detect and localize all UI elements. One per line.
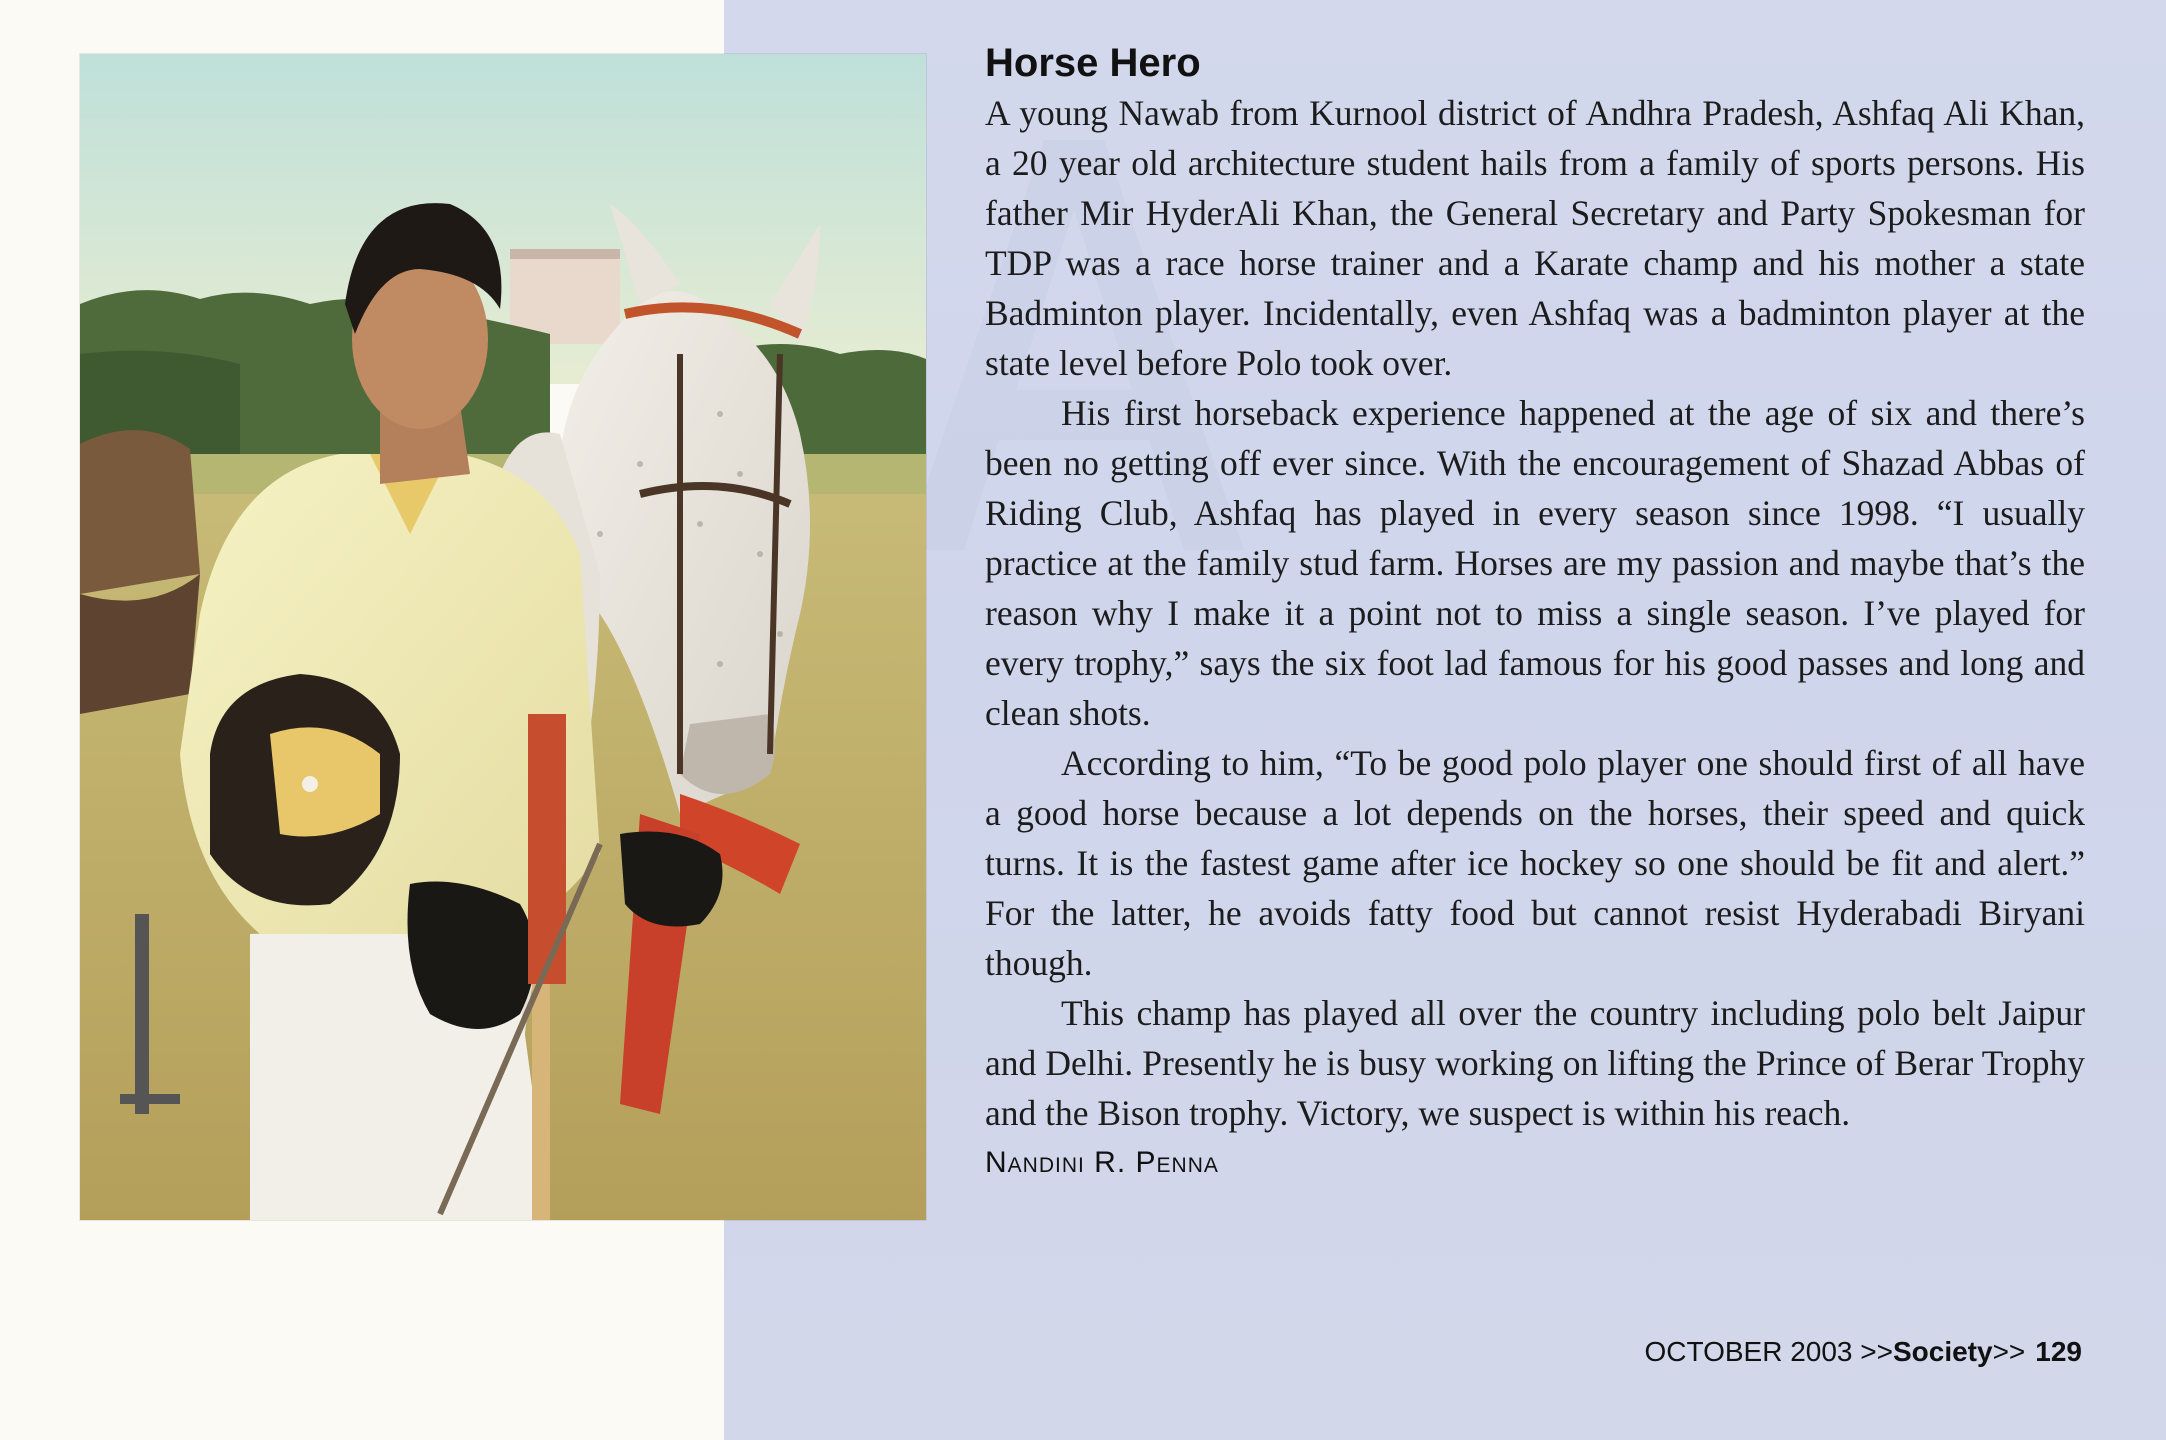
footer-section-name: Society xyxy=(1892,1336,1993,1367)
page-footer xyxy=(1644,1336,2082,1368)
article-photo xyxy=(80,54,926,1220)
article-paragraph: This champ has played all over the country including polo belt Jaipur and Delhi. Presently he is busy working on lifting the Prince of Berar Trophy and the Bison trophy. Victory, we suspect is within his reach. xyxy=(985,993,2085,1133)
author-byline: Nandini R. Penna xyxy=(985,1146,1219,1179)
article-body xyxy=(985,88,2085,1138)
footer-date: OCTOBER 2003 >> xyxy=(1644,1336,1893,1367)
article-paragraph: According to him, “To be good polo player one should first of all have a good horse because a lot depends on the horses, their speed and quick turns. It is the fastest game after ice hockey so one should be fit and alert.” For the latter, he avoids fatty food but cannot resist Hyderabadi Biryani though. xyxy=(985,743,2085,983)
article-paragraph: A young Nawab from Kurnool district of Andhra Pradesh, Ashfaq Ali Khan, a 20 year old architecture student hails from a family of sports persons. His father Mir HyderAli Khan, the General Secretary and Party Spokesman for TDP was a race horse trainer and a Karate champ and his mother a state Badminton player. Incidentally, even Ashfaq was a badminton player at the state level before Polo took over. xyxy=(985,93,2085,383)
footer-separator: >> xyxy=(1992,1336,2026,1367)
article-paragraph: His first horseback experience happened at the age of six and there’s been no getting off ever since. With the encouragement of Shazad Abbas of Riding Club, Ashfaq has played in every season since 1998. “I usually practice at the family stud farm. Horses are my passion and maybe that’s the reason why I make it a point not to miss a single season. I’ve played for every trophy,” says the six foot lad famous for his good passes and long and clean shots. xyxy=(985,393,2085,733)
article xyxy=(985,38,2085,1180)
polo-player-photo xyxy=(80,54,926,1220)
page-number: 129 xyxy=(2035,1336,2082,1367)
article-headline: Horse Hero xyxy=(985,41,1201,85)
